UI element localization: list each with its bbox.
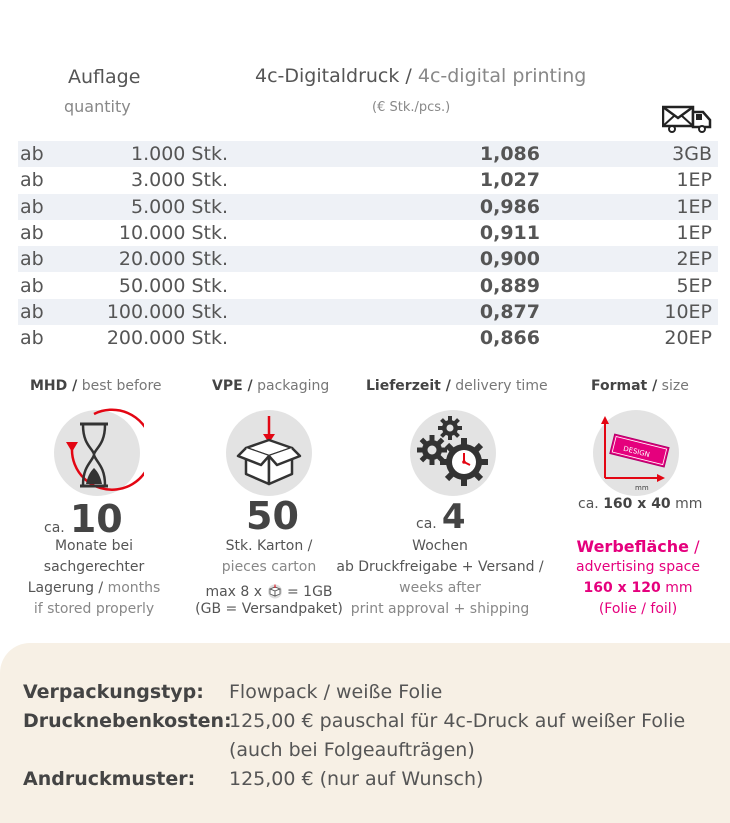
row-quantity: 1.000 Stk. — [131, 143, 228, 166]
delivery-label-de: Lieferzeit / — [366, 378, 451, 394]
vpe-caption-2 — [194, 584, 344, 618]
delivery-label-en: delivery time — [450, 378, 548, 394]
ad-space-sep: / — [689, 537, 700, 556]
vpe-line3a: max 8 x — [205, 584, 263, 600]
footer-value: 125,00 € (nur auf Wunsch) — [229, 768, 484, 790]
mhd-value: 10 — [69, 497, 123, 541]
footer-value: 125,00 € pauschal für 4c-Druck auf weißer Folie — [229, 710, 686, 732]
footer-value: (auch bei Folgeaufträgen) — [229, 739, 475, 761]
vpe-line1: Stk. Karton / — [225, 538, 313, 554]
row-price: 0,986 — [479, 195, 540, 218]
footer-key: Andruckmuster: — [23, 768, 196, 790]
ad-space-de: Werbefläche — [576, 537, 690, 556]
quantity-header-de: Auflage — [68, 66, 141, 88]
format-label-en: size — [657, 378, 689, 394]
footer-panel — [0, 643, 730, 823]
mhd-line4: if stored properly — [33, 601, 155, 617]
row-price: 0,877 — [479, 300, 540, 323]
row-package: 1EP — [676, 195, 712, 218]
delivery-line4: print approval + shipping — [350, 601, 530, 617]
format-size-value: 160 x 40 — [603, 496, 671, 512]
ad-space-material: (Folie / foil) — [598, 601, 678, 617]
price-unit: (€ Stk./pcs.) — [372, 100, 451, 115]
row-package: 2EP — [676, 248, 712, 271]
mhd-value-block — [44, 497, 123, 541]
footer-key: Drucknebenkosten: — [23, 710, 232, 732]
footer-value: Flowpack / weiße Folie — [229, 681, 443, 703]
delivery-value-block — [416, 497, 466, 537]
row-package: 10EP — [664, 300, 712, 323]
ad-space-caption — [563, 536, 713, 620]
row-ab: ab — [20, 222, 44, 245]
format-size-unit: mm — [675, 496, 703, 512]
delivery-ca: ca. — [416, 516, 437, 532]
table-row — [18, 272, 718, 298]
delivery-line1: Wochen — [412, 538, 468, 554]
table-row — [18, 194, 718, 220]
table-row — [18, 246, 718, 272]
footer-key: Verpackungstyp: — [23, 681, 204, 703]
vpe-line4: (GB = Versandpaket) — [195, 601, 343, 617]
format-axis-unit: mm — [635, 484, 649, 492]
row-ab: ab — [20, 274, 44, 297]
row-quantity: 10.000 Stk. — [118, 222, 228, 245]
box-icon — [226, 410, 312, 496]
row-package: 5EP — [676, 274, 712, 297]
vpe-line3 — [194, 584, 344, 601]
vpe-line2: pieces carton — [221, 559, 317, 575]
vpe-label-de: VPE / — [212, 378, 253, 394]
table-row — [18, 325, 718, 351]
mhd-line2: sachgerechter — [43, 559, 145, 575]
print-header-sep: / — [399, 65, 418, 87]
row-price: 0,889 — [479, 274, 540, 297]
row-ab: ab — [20, 143, 44, 166]
hourglass-icon — [44, 408, 144, 503]
design-badge-text: DESIGN — [622, 444, 651, 460]
row-ab: ab — [20, 195, 44, 218]
format-ca: ca. — [578, 496, 599, 512]
mhd-label — [30, 378, 162, 394]
row-package: 3GB — [672, 143, 712, 166]
mhd-label-en: best before — [77, 378, 162, 394]
row-quantity: 200.000 Stk. — [106, 327, 228, 350]
mhd-caption — [19, 536, 169, 620]
envelope-truck-icon — [662, 103, 712, 133]
row-price: 0,911 — [479, 222, 540, 245]
row-ab: ab — [20, 248, 44, 271]
mhd-line3-en: months — [103, 580, 161, 596]
mhd-line1: Monate bei — [54, 538, 134, 554]
delivery-label — [366, 378, 548, 394]
delivery-caption — [326, 536, 554, 620]
row-quantity: 50.000 Stk. — [118, 274, 228, 297]
row-package: 1EP — [676, 222, 712, 245]
price-table — [18, 141, 718, 351]
table-row — [18, 299, 718, 325]
row-package: 20EP — [664, 327, 712, 350]
print-header-de: 4c-Digitaldruck — [255, 65, 400, 87]
quantity-header-en: quantity — [64, 97, 131, 116]
row-ab: ab — [20, 300, 44, 323]
vpe-label-en: packaging — [252, 378, 330, 394]
ad-space-unit: mm — [665, 580, 693, 596]
row-price: 1,086 — [479, 143, 540, 166]
table-row — [18, 141, 718, 167]
format-label-de: Format / — [591, 378, 658, 394]
mhd-line3-de: Lagerung / — [27, 580, 104, 596]
row-quantity: 20.000 Stk. — [118, 248, 228, 271]
ad-space-size: 160 x 120 — [583, 580, 661, 596]
table-row — [18, 167, 718, 193]
row-ab: ab — [20, 327, 44, 350]
table-row — [18, 220, 718, 246]
row-quantity: 100.000 Stk. — [106, 300, 228, 323]
mhd-ca: ca. — [44, 520, 65, 536]
delivery-line2: ab Druckfreigabe + Versand / — [336, 559, 544, 575]
vpe-value: 50 — [246, 494, 299, 538]
print-header — [255, 65, 586, 87]
row-price: 1,027 — [479, 169, 540, 192]
small-box-icon — [267, 584, 283, 599]
row-quantity: 5.000 Stk. — [131, 195, 228, 218]
delivery-line3: weeks after — [399, 580, 481, 596]
format-size — [578, 496, 702, 512]
mhd-label-de: MHD / — [30, 378, 78, 394]
row-quantity: 3.000 Stk. — [131, 169, 228, 192]
ad-space-en: advertising space — [576, 559, 700, 575]
vpe-caption — [194, 536, 344, 578]
gears-clock-icon — [410, 410, 496, 496]
vpe-line3b: = 1GB — [286, 584, 333, 600]
delivery-value: 4 — [441, 497, 466, 537]
format-label — [591, 378, 689, 394]
print-header-en: 4c-digital printing — [417, 65, 587, 87]
format-icon — [593, 408, 683, 496]
row-price: 0,866 — [479, 327, 540, 350]
row-ab: ab — [20, 169, 44, 192]
row-package: 1EP — [676, 169, 712, 192]
row-price: 0,900 — [479, 248, 540, 271]
vpe-label — [212, 378, 329, 394]
